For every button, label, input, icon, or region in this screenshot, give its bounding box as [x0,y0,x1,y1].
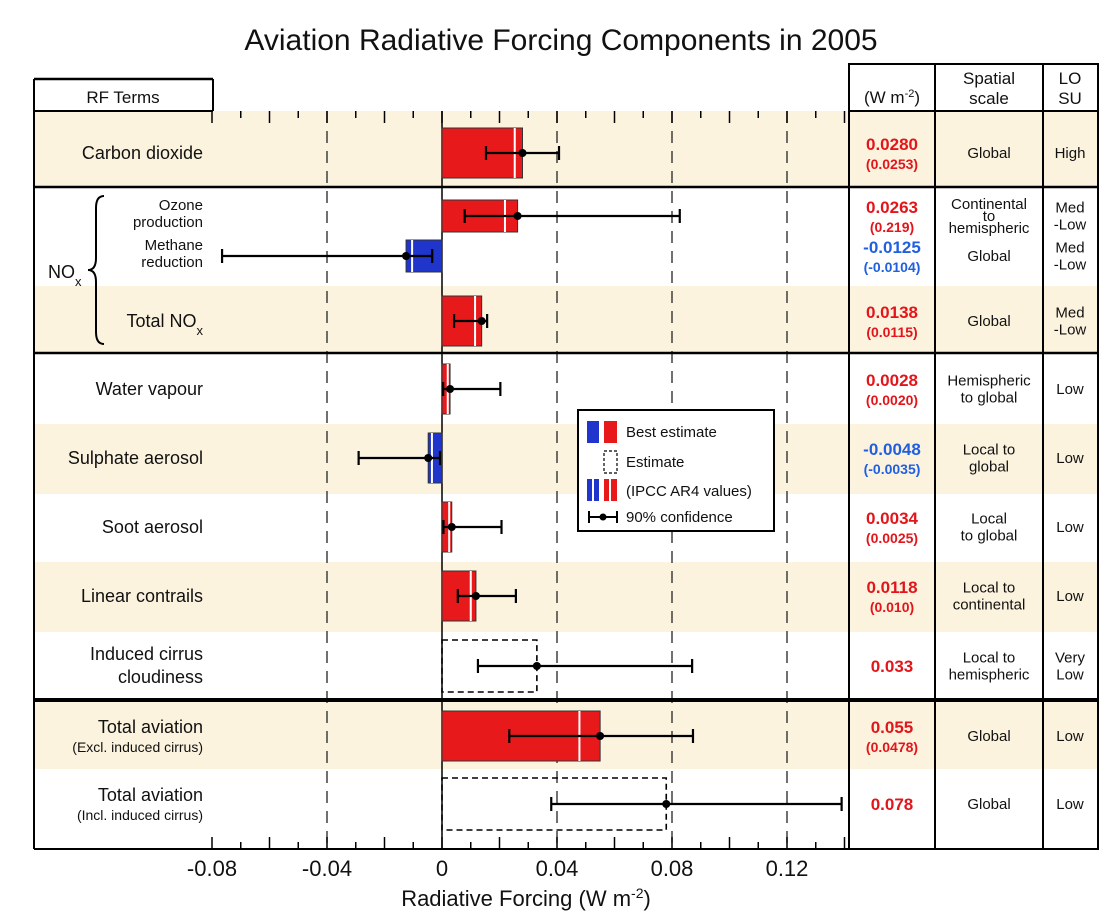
spatial-scale: Global [967,796,1011,813]
spatial-scale: Local to [962,441,1016,459]
legend-swatch-negative [587,421,599,443]
losu-level: Low [1056,728,1084,745]
spatial-scale: Global [967,145,1011,162]
spatial-scale: to global [960,527,1018,545]
rf-value: -0.0048 [863,440,921,459]
best-estimate-dot [446,385,454,393]
x-tick-label: 0.08 [650,856,694,881]
row-label-base: Total NO [126,311,197,331]
spatial-scale: Continental [951,196,1027,213]
header-spatial-line1: Spatial [963,69,1015,88]
row-label: Carbon dioxide [81,143,203,163]
legend-label-ci: 90% confidence [626,509,733,526]
spatial-scale: to global [960,389,1018,407]
spatial-scale: Local to [962,649,1016,667]
row-label: Ozone [158,197,203,214]
x-axis-label-base: Radiative Forcing (W m [401,886,632,911]
spatial-scale: global [968,458,1010,476]
losu-level: Very [1054,649,1086,667]
x-tick-label: 0 [435,856,449,881]
legend-ci-dot [600,514,607,521]
best-estimate-dot [472,592,480,600]
rf-ipcc-value: (0.0115) [866,324,918,340]
header-rf-terms: RF Terms [86,88,160,107]
header-units [864,88,920,107]
rf-ipcc-value: (0.219) [869,219,915,235]
row-label: Soot aerosol [101,517,203,537]
spatial-scale: hemispheric [948,220,1030,237]
row-label: Methane [144,237,203,254]
row-label: Total aviation [97,785,203,805]
losu-level: -Low [1053,216,1087,234]
legend [578,410,774,531]
x-tick-label: 0.12 [765,856,809,881]
rf-ipcc-value: (0.0253) [865,156,919,172]
losu-level: Low [1056,588,1084,605]
rf-value: -0.0125 [863,238,921,257]
chart-title: Aviation Radiative Forcing Components in 2005 [244,24,878,57]
best-estimate-dot [402,252,410,260]
spatial-scale: continental [952,596,1026,614]
x-axis-label-close: ) [643,886,651,911]
losu-level: -Low [1053,321,1087,339]
rf-value: 0.0034 [866,509,918,528]
legend-label-ipcc: (IPCC AR4 values) [626,483,752,500]
losu-level: Low [1056,450,1084,467]
header-losu-line2: SU [1058,89,1082,108]
losu-level: Low [1056,381,1084,398]
x-tick-label: -0.04 [301,856,353,881]
x-tick-label: -0.08 [186,856,238,881]
losu-level: Med [1055,199,1085,217]
header-units-close: ) [914,88,921,107]
losu-level: High [1054,145,1086,162]
legend-label-estimate: Estimate [626,454,685,471]
best-estimate-dot [519,149,527,157]
best-estimate-dot [514,212,522,220]
rf-value: 0.0138 [866,303,918,322]
spatial-scale: to [982,208,996,225]
header-spatial-line2: scale [969,89,1009,108]
row-label-sub: x [196,322,203,338]
rf-value: 0.055 [870,718,914,737]
row-label: Linear contrails [80,586,203,606]
row-label: Sulphate aerosol [67,448,203,468]
header-losu-line1: LO [1058,69,1082,88]
rf-value: 0.0280 [866,135,918,154]
spatial-scale: Global [967,728,1011,745]
nox-group-label [48,262,82,289]
best-estimate-dot [662,800,670,808]
losu-level: Low [1056,666,1084,684]
row-label: Water vapour [95,379,203,399]
spatial-scale: Local to [962,579,1016,597]
row-label: cloudiness [117,667,203,687]
best-estimate-dot [478,317,486,325]
x-axis-label [401,885,651,911]
best-estimate-dot [596,732,604,740]
best-estimate-dot [533,662,541,670]
losu-level: Med [1055,239,1085,257]
losu-level: Med [1055,304,1085,322]
best-estimate-dot [448,523,456,531]
rf-value: 0.0263 [866,198,918,217]
x-tick-label: 0.04 [535,856,579,881]
rf-ipcc-value: (0.0020) [865,392,919,408]
rf-value: 0.0028 [866,371,918,390]
header-units-base: (W m [863,88,905,107]
spatial-scale: Local [971,510,1007,528]
row-label: reduction [141,254,203,271]
rf-value: 0.078 [870,795,914,814]
nox-group-label-sub: x [75,273,82,289]
rf-value: 0.033 [870,657,914,676]
rf-value: 0.0118 [866,578,918,597]
row-sublabel: (Excl. induced cirrus) [72,739,203,755]
losu-level: -Low [1053,256,1087,274]
row-label: Total aviation [97,717,203,737]
legend-label-best: Best estimate [626,424,717,441]
best-estimate-dot [424,454,432,462]
rf-ipcc-value: (0.0025) [865,530,919,546]
row-label: Induced cirrus [89,644,203,664]
spatial-scale: hemispheric [948,666,1030,684]
rf-ipcc-value: (-0.0035) [863,461,921,477]
losu-level: Low [1056,796,1084,813]
rf-ipcc-value: (0.0478) [865,739,919,755]
header-units-sup: -2 [904,88,915,100]
spatial-scale: Global [967,313,1011,330]
row-sublabel: (Incl. induced cirrus) [76,807,203,823]
rf-ipcc-value: (-0.0104) [863,259,921,275]
spatial-scale: Hemispheric [947,372,1031,390]
legend-swatch-positive [604,421,617,443]
spatial-scale: Global [967,248,1011,265]
rf-ipcc-value: (0.010) [869,599,915,615]
x-axis-label-sup: -2 [631,885,644,901]
row-label: production [132,214,203,231]
nox-group-label-base: NO [48,262,75,282]
losu-level: Low [1056,519,1084,536]
